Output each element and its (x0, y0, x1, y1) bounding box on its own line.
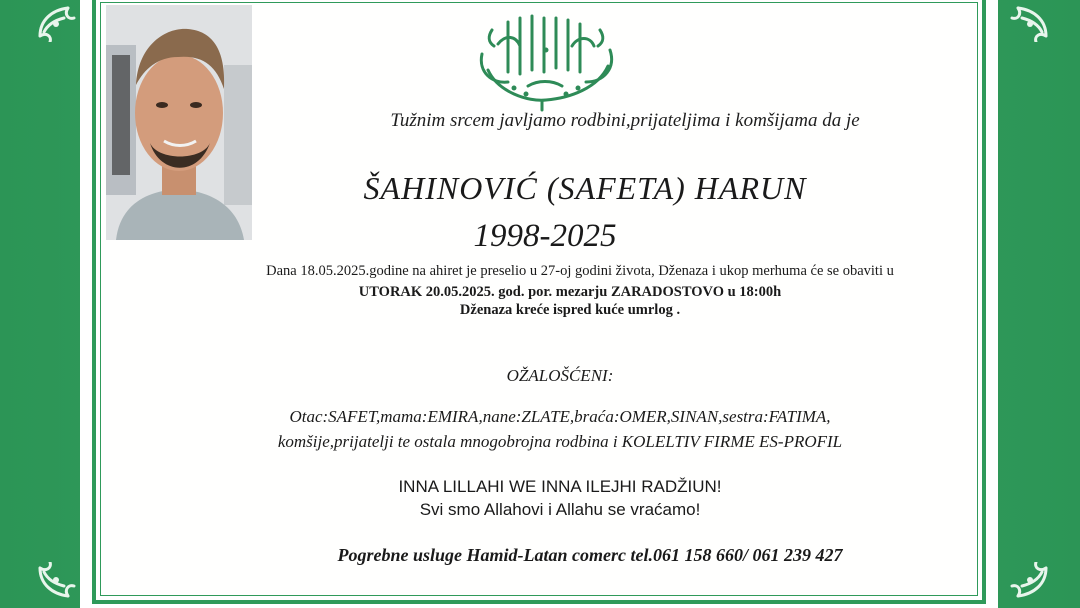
family-line-2: komšije,prijatelji te ostala mnogobrojna rodbina i KOLELTIV FIRME ES-PROFIL (277, 432, 843, 451)
corner-ornament-top-right-icon (1008, 2, 1052, 42)
procession-line: Dženaza kreće ispred kuće umrlog . (459, 302, 681, 318)
corner-ornament-top-left-icon (34, 2, 78, 42)
deceased-name: ŠAHINOVIĆ (SAFETA) HARUN (363, 170, 807, 206)
corner-ornament-bottom-left-icon (34, 562, 78, 602)
arabic-calligraphy-emblem-icon (468, 10, 624, 114)
life-years: 1998-2025 (473, 218, 617, 254)
mourners-heading: OŽALOŠĆENI: (506, 366, 614, 385)
prayer-text: INNA LILLAHI WE INNA ILEJHI RADŽIUN! (398, 477, 722, 496)
funeral-services-contact: Pogrebne usluge Hamid-Latan comerc tel.061 158 660/ 061 239 427 (337, 545, 843, 565)
death-announcement-line: Dana 18.05.2025.godine na ahiret je preselio u 27-oj godini života, Dženaza i ukop merhuma će se obaviti u (266, 263, 894, 279)
funeral-date-line: UTORAK 20.05.2025. god. por. mezarju ZARADOSTOVO u 18:00h (358, 284, 782, 300)
corner-ornament-bottom-right-icon (1008, 562, 1052, 602)
prayer-translation: Svi smo Allahovi i Allahu se vraćamo! (419, 500, 701, 519)
portrait-photo (106, 5, 252, 240)
family-line-1: Otac:SAFET,mama:EMIRA,nane:ZLATE,braća:OMER,SINAN,sestra:FATIMA, (289, 407, 831, 426)
intro-text: Tužnim srcem javljamo rodbini,prijateljima i komšijama da je (390, 110, 860, 131)
